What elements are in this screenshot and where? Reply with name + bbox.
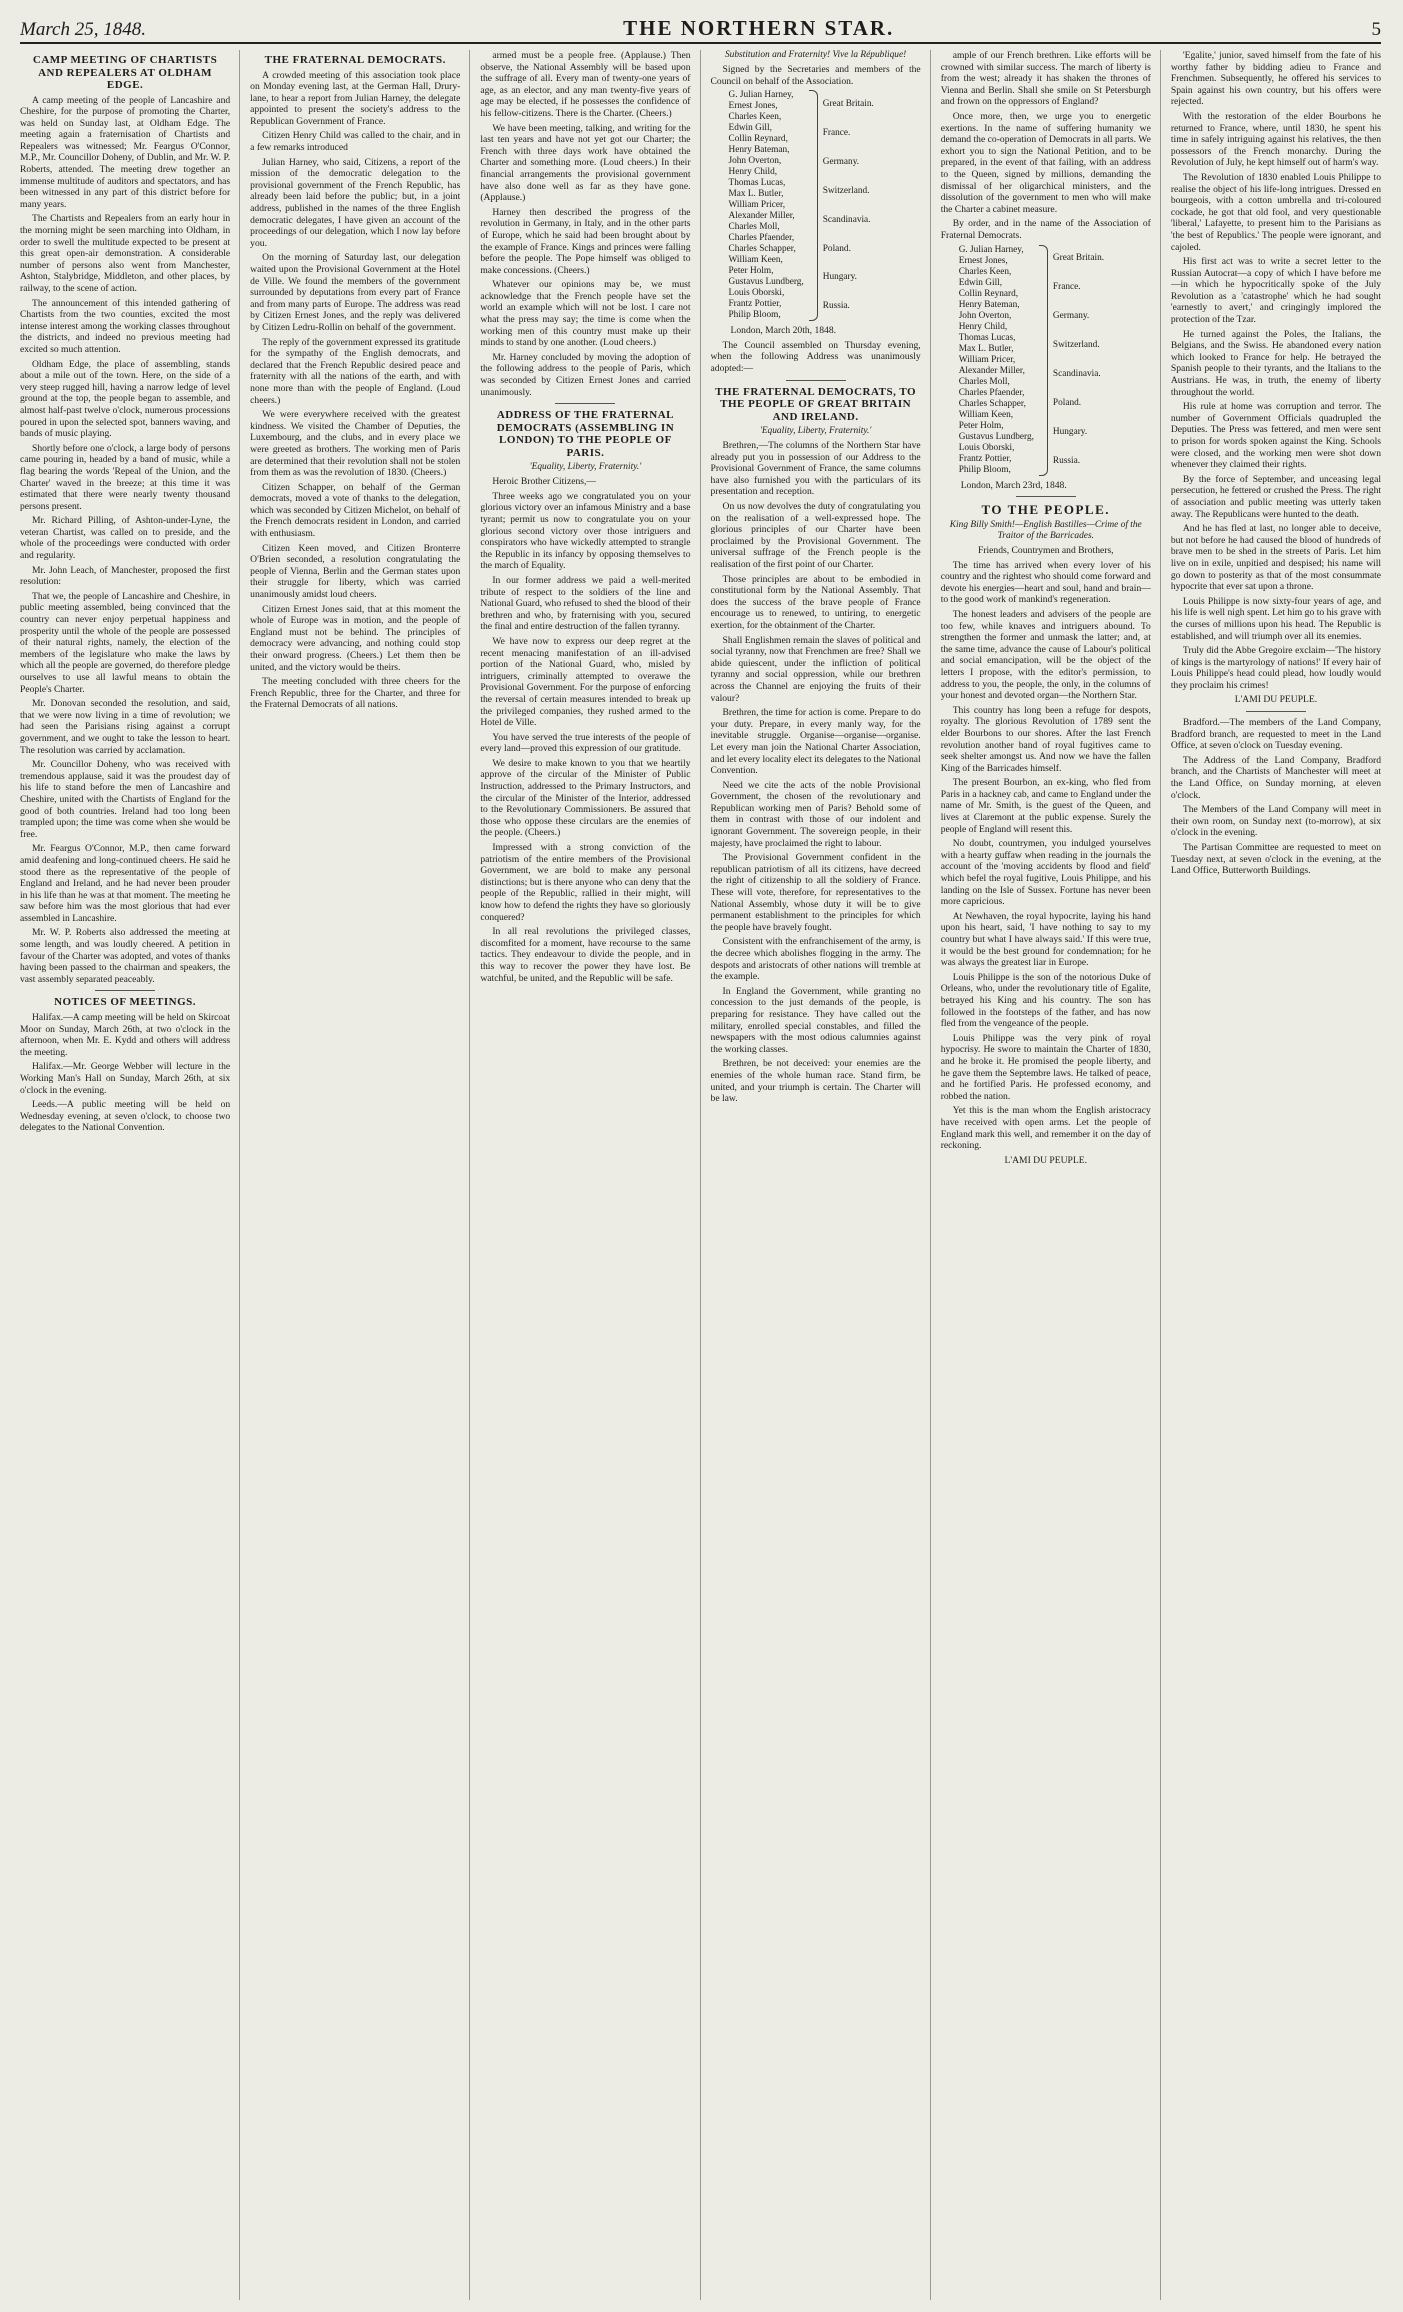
column-4 (711, 50, 931, 2300)
list-entry: G. Julian Harney, (728, 90, 794, 101)
list-entry: Collin Reynard, (728, 134, 788, 145)
paragraph: Julian Harney, who said, Citizens, a report of the mission of the democratic delegation to the provisional government of the French Republic, has already been laid before the public; but, in a joint address, published in the names of the three English democratic delegates, I have given an account of the proceedings of our delegation, which I now lay before you. (250, 156, 461, 249)
signature: L'AMI DU PEUPLE. (1234, 694, 1318, 706)
list-entry: Charles Moll, (728, 222, 780, 233)
paragraph: No doubt, countrymen, you indulged yourselves with a hearty guffaw when reading in the journals the account of the 'moving accidents by flood and field' which befel the royal fugitive, Louis Philippe, and his landing on the Isle of Sussex. Fortune has never been more capricious. (940, 838, 1151, 908)
paragraph: The Provisional Government confident in the republican patriotism of all its citizens, have decreed the right of citizenship to all the soldiery of France. These will vote, therefore, for representatives to the National Assembly, whose duty it will be to give permanent establishment to the principles for which the people have bravely fought. (710, 852, 921, 933)
paragraph: Shortly before one o'clock, a large body of persons came pouring in, headed by a band of music, while a flag bearing the words 'Repeal of the Union, and the Charter' waved in the breeze; at this time it was estimated that there were nearly twenty thousand persons present. (20, 442, 231, 512)
section-heading: NOTICES OF MEETINGS. (54, 996, 197, 1009)
paragraph: We have been meeting, talking, and writing for the last ten years and have not yet got our Charter; the French with three days work have obtained the Charter and something more. (Loud cheers.) In their financial arrangements the provisional government have also done well as far as they have gone. (Applause.) (480, 122, 691, 204)
notice: The Members of the Land Company will meet in their own room, on Sunday next (to-morrow), at six o'clock in the evening. (1170, 804, 1381, 839)
paragraph: By the force of September, and unceasing legal persecution, he fettered or crushed the Press. The right of association and public meeting was utterly taken away. The Republicans were hunted to the death. (1170, 473, 1381, 520)
list-entry: Thomas Lucas, (958, 332, 1016, 343)
paragraph: A camp meeting of the people of Lancashire and Cheshire, for the purpose of promoting the Charter, was held on Sunday last, at Oldham Edge. The meeting again a fraternisation of Chartists and Repealers was witnessed; Mr. Feargus O'Connor, M.P., Mr. Councillor Doheny, of Dublin, and Mr. W. P. Roberts, attended. The meeting drew together an immense multitude of auditors and spectators, and has been witnessed in any part of this district before for many years. (20, 94, 231, 210)
notice: Leeds.—A public meeting will be held on Wednesday evening, at seven o'clock, to choose two delegates to the National Convention. (20, 1099, 231, 1134)
signatory-nations (1053, 245, 1104, 476)
list-entry: William Pricer, (958, 354, 1016, 365)
article-heading: CAMP MEETING OF CHARTISTS AND REPEALERS AT OLDHAM EDGE. (32, 54, 218, 91)
list-entry: Philip Bloom, (728, 310, 781, 321)
paragraph: Signed by the Secretaries and members of the Council on behalf of the Association. (710, 64, 921, 87)
paragraph: In England the Government, while granting no concession to the just demands of the people, is preparing for resistance. They have called out the military, enrolled special constables, and filled the newspapers with the most odious calumnies against the working classes. (710, 985, 921, 1055)
issue-date: March 25, 1848. (20, 19, 146, 40)
list-entry: Henry Bateman, (728, 145, 790, 156)
list-entry: John Overton, (958, 310, 1012, 321)
paragraph: And he has fled at last, no longer able to deceive, but not before he had caused the blood of hundreds of brave men to be shed in the streets of Paris. Let him live on in exile, unpitied and despised; his name will go down to posterity as that of the most consummate hypocrite that ever sat upon a throne. (1170, 523, 1381, 593)
paragraph: Mr. Richard Pilling, of Ashton-under-Lyne, the veteran Chartist, was called on to preside, and the whole of the proceedings were conducted with order and regularity. (20, 515, 231, 562)
list-entry: G. Julian Harney, (958, 244, 1024, 255)
list-entry: Charles Pfaender, (958, 387, 1025, 398)
text-columns (20, 50, 1381, 2300)
paragraph: The Chartists and Repealers from an early hour in the morning might be seen marching into Oldham, in order to swell the multitude expected to be present at this great open-air demonstration. A considerable number of persons also went from Manchester, Ashton, Stalybridge, Middleton, and other places, by railway, to the scene of action. (20, 213, 231, 294)
list-entry: Ernest Jones, (728, 101, 778, 112)
dateline: London, March 20th, 1848. (730, 325, 837, 337)
paragraph: His rule at home was corruption and terror. The number of Government Officials quadrupled the Deputies. The Press was fettered, and men were sent to prison for words spoken against the King. Schools were closed, and the working men were shot down whenever they claimed their rights. (1170, 401, 1381, 471)
list-entry: Great Britain. (1052, 253, 1105, 264)
list-entry: Gustavus Lundberg, (728, 277, 804, 288)
paragraph: Truly did the Abbe Gregoire exclaim—'The history of kings is the martyrology of nations!' If every hair of Louis Philippe's head could plead, how loudly would they proclaim his crimes! (1170, 645, 1381, 691)
list-entry: Charles Schapper, (958, 398, 1026, 409)
list-entry: Peter Holm, (958, 420, 1004, 431)
paragraph: Impressed with a strong conviction of the patriotism of the entire members of the Provisional Government, we are bold to make any personal distinctions; but is there anyone who can deny that the people of the Republic, rallied in their might, will know how to defend the rights they have so gloriously conquered? (480, 842, 691, 923)
list-entry: Alexander Miller, (728, 211, 795, 222)
paragraph: Louis Philippe is the son of the notorious Duke of Orleans, who, under the revolutionary title of Egalite, betrayed his King and his country. The son has followed in the footsteps of the father, and has now fled from the vengeance of the people. (940, 971, 1151, 1030)
paragraph: Need we cite the acts of the noble Provisional Government, the chosen of the revolutionary and Republican working men of Paris? Behold some of them in contrast with those of our indolent and ignorant Government. The sovereign people, in their majesty, have proclaimed the right to labour. (710, 779, 921, 849)
paragraph: Brethren,—The columns of the Northern Star have already put you in possession of our Address to the Provisional Government of France, the same columns have also furnished you with the particulars of its presentation and reception. (710, 440, 921, 498)
motto: 'Equality, Liberty, Fraternity.' (759, 426, 872, 437)
paragraph: The honest leaders and advisers of the people are too few, while knaves and intriguers abound. To strengthen the former and unmask the latter; and, at the same time, advance the cause of Labour's political and social emancipation, will be the object of the letters I propose, with the editor's permission, to address to you, the people, the only, in the columns of your honest and devoted organ—the Northern Star. (940, 608, 1151, 702)
list-entry: Poland. (822, 243, 851, 254)
list-entry: Henry Bateman, (958, 299, 1020, 310)
list-entry: Henry Child, (728, 167, 778, 178)
list-entry: Hungary. (822, 272, 858, 283)
list-entry: Charles Moll, (958, 376, 1010, 387)
divider (555, 403, 615, 404)
notice: The Partisan Committee are requested to meet on Tuesday next, at seven o'clock in the evening, at the Land Office, Butterworth Buildings. (1170, 841, 1381, 877)
article-heading: TO THE PEOPLE. (981, 502, 1111, 518)
list-entry: William Keen, (958, 409, 1014, 420)
list-entry: Henry Child, (958, 321, 1008, 332)
list-entry: Max L. Butler, (728, 189, 784, 200)
list-entry: Charles Schapper, (728, 244, 796, 255)
list-entry: Gustavus Lundberg, (958, 431, 1034, 442)
notice: Bradford.—The members of the Land Company, Bradford branch, are requested to meet in the Land Office, at seven o'clock on Tuesday evening. (1170, 716, 1381, 752)
list-entry: Alexander Miller, (958, 365, 1025, 376)
list-entry: Scandinavia. (1052, 368, 1101, 379)
paragraph: We were everywhere received with the greatest kindness. We visited the Chamber of Deputies, the Luxembourg, and the clubs, and in every place we were greeted as brothers. The working men of Paris are determined that their revolution shall not be stolen from them as was the revolution of 1830. (Cheers.) (250, 409, 461, 479)
list-entry: Max L. Butler, (958, 343, 1014, 354)
list-entry: Charles Keen, (958, 266, 1012, 277)
paragraph: Mr. Harney concluded by moving the adoption of the following address to the people of Paris, which was seconded by Citizen Ernest Jones and carried unanimously. (480, 351, 691, 398)
list-entry: Switzerland. (822, 185, 870, 196)
paragraph: armed must be a people free. (Applause.) Then observe, the National Assembly will be based upon the suffrage of all. Every man of twenty-one years of age, as an elector, and any man twenty-five years of age may be elected, if he possesses the confidence of his fellow-citizens. There is the Charter. (Cheers.) (480, 50, 691, 119)
list-entry: Great Britain. (822, 99, 874, 110)
paragraph: The reply of the government expressed its gratitude for the sympathy of the English democrats, and declared that the French Republic desired peace and fraternity with all the nations of the earth, and with none more than with the people of England. (Loud cheers.) (250, 336, 461, 406)
list-entry: Russia. (822, 301, 850, 312)
paragraph: You have served the true interests of the people of every land—proved this expression of our gratitude. (480, 731, 691, 755)
paragraph: The present Bourbon, an ex-king, who fled from Paris in a hackney cab, and came to England under the name of Mr. Smith, is the guest of the Queen, and lives at Claremont at the public expense. Surely the people of England will resent this. (940, 777, 1151, 835)
list-entry: Hungary. (1052, 426, 1088, 437)
column-3 (480, 50, 700, 2300)
column-2 (250, 50, 470, 2300)
paragraph: Citizen Henry Child was called to the chair, and in a few remarks introduced (250, 130, 461, 154)
list-entry: Peter Holm, (728, 266, 774, 277)
paragraph: With the restoration of the elder Bourbons he returned to France, where, until 1830, he spent his time in safely intriguing against his relatives, the then possessors of the French monarchy. During the Revolution of July, he kept himself out of harm's way. (1170, 110, 1381, 169)
article-heading: THE FRATERNAL DEMOCRATS, TO THE PEOPLE OF GREAT BRITAIN AND IRELAND. (715, 385, 917, 423)
list-entry: Louis Oborski, (728, 288, 785, 299)
list-entry: Switzerland. (1052, 340, 1100, 351)
salutation: Friends, Countrymen and Brothers, (977, 545, 1114, 557)
motto: Substitution and Fraternity! Vive la République! (724, 50, 907, 60)
list-entry: Germany. (822, 156, 860, 167)
signatories (959, 245, 1151, 476)
paragraph: Mr. Donovan seconded the resolution, and said, that we were now living in a time of revolution; we had seen the Parisians rising against a corrupt government, and we ought to take the lesson to heart. The resolution was carried by acclamation. (20, 698, 231, 756)
paragraph: The meeting concluded with three cheers for the French Republic, three for the Charter, and three for the Fraternal Democrats of all nations. (250, 676, 461, 711)
signature: L'AMI DU PEUPLE. (1004, 1154, 1088, 1166)
paragraph: Louis Philippe is now sixty-four years of age, and his life is well nigh spent. Let him go to his grave with the curses of millions upon his head. The Republic is established, and will triumph over all its enemies. (1170, 595, 1381, 642)
list-entry: Poland. (1052, 397, 1082, 408)
paragraph: The time has arrived when every lover of his country and the rightest who should come forward and devote his energies—heart and soul, hand and brain—to the good work of mankind's regeneration. (940, 559, 1151, 606)
paragraph: The Council assembled on Thursday evening, when the following Address was unanimously adopted:— (710, 339, 921, 374)
paragraph: This country has long been a refuge for despots, royalty. The glorious Revolution of 1789 sent the elder Bourbons to our shores. After the last French revolution another band of royal fugitives came to seek shelter amongst us. And now we have the fallen King of the Barricades himself. (940, 704, 1151, 774)
list-entry: William Keen, (728, 255, 783, 266)
list-entry: Collin Reynard, (958, 288, 1019, 299)
paragraph: Citizen Ernest Jones said, that at this moment the whole of Europe was in motion, and the people of England must not be behind. The principles of democracy were advancing, and nothing could stop their onward progress. (Cheers.) Let them then be united, and the victory would be theirs. (250, 603, 461, 673)
paragraph: Citizen Schapper, on behalf of the German democrats, moved a vote of thanks to the delegation, which was seconded by Citizen Michelot, on behalf of the French democrats resident in London, and carried with enthusiasm. (250, 481, 461, 540)
paragraph: Oldham Edge, the place of assembling, stands about a mile out of the town. Here, on the side of a very steep rugged hill, having a narrow ledge of level ground at the top, the people began to assemble, and almost half-past twelve o'clock, numerous processions poured in upon the selected spot, banners waving, and bands of music playing. (20, 358, 231, 440)
paragraph: Those principles are about to be embodied in constitutional form by the National Assembly. That does the success of the brave people of France encourage us to renewed, to untiring, to energetic exertion, for the obtainment of the Charter. (710, 573, 921, 631)
paragraph: Harney then described the progress of the revolution in Germany, in Italy, and in the other parts of Europe, which he said had been brought about by the example of France. Kings and princes were falling before the people. The Pope himself was obliged to make concessions. (Cheers.) (480, 206, 691, 276)
paragraph: The announcement of this intended gathering of Chartists from the two counties, excited the most intense interest among the working classes throughout the districts, and indeed no previous meeting had excited so much attention. (20, 297, 231, 355)
column-6 (1171, 50, 1381, 2300)
paragraph: Whatever our opinions may be, we must acknowledge that the French people have set the world an example which will not be lost. I care not what the press may say; the time is come when the working men of this country must make up their minds to stand by one another. (Loud cheers.) (480, 279, 691, 349)
paragraph: On us now devolves the duty of congratulating you on the realisation of a well-expressed hope. The glorious principles of our Charter have been proclaimed by the Provisional Government. The universal suffrage of the French people is the realisation of the first point of our Charter. (710, 501, 921, 570)
list-entry: France. (1052, 282, 1081, 293)
page-number: 5 (1371, 19, 1381, 40)
paragraph: By order, and in the name of the Association of Fraternal Democrats. (940, 218, 1151, 241)
list-entry: Philip Bloom, (958, 464, 1011, 475)
brace (809, 90, 818, 321)
paragraph: Mr. John Leach, of Manchester, proposed the first resolution: (20, 564, 231, 588)
paragraph: Brethren, be not deceived: your enemies are the enemies of the whole human race. Stand firm, be united, and your triumph is certain. The Charter will be law. (710, 1058, 921, 1105)
paragraph: At Newhaven, the royal hypocrite, laying his hand upon his heart, said, 'I have nothing to say to my country but what I have always said.' If this were true, it would be the best ground for condemnation; for he was always the greatest liar in Europe. (940, 910, 1151, 969)
paragraph: Yet this is the man whom the English aristocracy have received with open arms. Let the people of England mark this well, and remember it on the day of reckoning. (940, 1105, 1151, 1152)
divider (786, 380, 846, 381)
signatory-names (729, 90, 804, 321)
column-1 (20, 50, 240, 2300)
list-entry: Russia. (1052, 455, 1081, 466)
list-entry: Scandinavia. (822, 214, 871, 225)
notice: The Address of the Land Company, Bradford branch, and the Chartists of Manchester will meet at the Land Office, on Sunday morning, at eleven o'clock. (1170, 754, 1381, 801)
paragraph: Louis Philippe was the very pink of royal hypocrisy. He swore to maintain the Charter of 1830, and he broke it. He promised the people liberty, and he gave them the Septembre laws. He talked of peace, and he fortified Paris. He professed economy, and robbed the nation. (940, 1032, 1151, 1102)
salutation: Heroic Brother Citizens,— (492, 476, 596, 488)
paragraph: That we, the people of Lancashire and Cheshire, in public meeting assembled, being convinced that the country can never enjoy perpetual happiness and prosperity until the whole of the people are possessed of their natural rights, namely, the election of the members of the legislature who make the laws by which all the people are governed, do therefore pledge ourselves to use all lawful means to obtain the People's Charter. (20, 590, 231, 695)
newspaper-title: THE NORTHERN STAR. (623, 16, 895, 40)
list-entry: Charles Pfaender, (728, 233, 795, 244)
paragraph: ample of our French brethren. Like efforts will be crowned with similar success. The march of liberty is from the west; already it has shaken the thrones of Vienna and Berlin. Shall she smile on St Petersburgh and frown on the oppressors of England? (940, 50, 1151, 108)
paragraph: On the morning of Saturday last, our delegation waited upon the Provisional Government at the Hotel de Ville. We found the members of the government surrounded by deputations from every part of France and from many parts of Europe. The address was read by Citizen Ernest Jones, and the reply was delivered by Citizen Ledru-Rollin on behalf of the government. (250, 252, 461, 333)
list-entry: John Overton, (728, 156, 782, 167)
article-heading: THE FRATERNAL DEMOCRATS. (264, 54, 446, 66)
paragraph: Mr. Feargus O'Connor, M.P., then came forward amid deafening and long-continued cheers. He said he stood there as the representative of the people of England and Ireland, and he had never been prouder in his life than he was at that moment. The meeting he saw before him was the most glorious that had ever assembled in Lancashire. (20, 843, 231, 924)
notice: Halifax.—Mr. George Webber will lecture in the Working Man's Hall on Sunday, March 26th, at six o'clock in the evening. (20, 1061, 231, 1096)
paragraph: Consistent with the enfranchisement of the army, is the decree which abolishes flogging in the army. The despots and aristocrats of other nations will tremble at the example. (710, 936, 921, 983)
paragraph: Mr. W. P. Roberts also addressed the meeting at some length, and was loudly cheered. A petition in favour of the Charter was adopted, and votes of thanks having been passed to the chairman and speakers, the vast assembly separated peaceably. (20, 927, 231, 985)
list-entry: Edwin Gill, (728, 123, 772, 134)
list-entry: France. (822, 128, 851, 138)
paragraph: Brethren, the time for action is come. Prepare to do your duty. Prepare, in every manly way, for the inevitable struggle. Organise—organise—organise. Let every man join the National Charter Association, and let every locality elect its delegates to the National Convention. (710, 707, 921, 777)
list-entry: Frantz Pottier, (728, 299, 782, 310)
paragraph: The Revolution of 1830 enabled Louis Philippe to realise the object of his life-long intrigues. Dressed en bourgeois, with a cotton umbrella and tri-coloured cockade, he got that old fool, and very questionable 'liberal,' Lafayette, to present him to the Parisians as 'the best of Republics.' The people were ignorant, and cajoled. (1170, 171, 1381, 253)
article-heading: ADDRESS OF THE FRATERNAL DEMOCRATS (ASSEMBLING IN LONDON) TO THE PEOPLE OF PARIS. (496, 409, 675, 459)
list-entry: Germany. (1052, 311, 1090, 322)
masthead (20, 16, 1381, 44)
list-entry: Thomas Lucas, (728, 178, 786, 189)
list-entry: Charles Keen, (728, 112, 782, 123)
notice: Halifax.—A camp meeting will be held on Skircoat Moor on Sunday, March 26th, at two o'clock in the afternoon, when Mr. E. Kydd and others will address the meeting. (20, 1011, 231, 1058)
list-entry: Ernest Jones, (958, 255, 1008, 266)
paragraph: Mr. Councillor Doheny, who was received with tremendous applause, said it was the proudest day of his life to stand before the men of Lancashire and Cheshire, united with the Chartists of England for the good of both countries. Ireland had too long been trampled upon; the time was come when she would be free. (20, 759, 231, 840)
signatory-nations (823, 90, 874, 321)
paragraph: In our former address we paid a well-merited tribute of respect to the soldiers of the line and National Guard, who refused to shed the blood of their brethren and who, by fraternising with you, secured the final and entire destruction of the fallen tyranny. (480, 574, 691, 633)
list-entry: William Pricer, (728, 200, 786, 211)
list-entry: Edwin Gill, (958, 277, 1003, 288)
signatory-names (959, 245, 1034, 476)
divider (95, 990, 155, 991)
signatories (729, 90, 921, 321)
paragraph: A crowded meeting of this association took place on Monday evening last, at the German Hall, Drury-lane, to hear a report from Julian Harney, the delegate appointed to present the society's address to the Republican Government of France. (250, 69, 461, 127)
divider (1016, 496, 1076, 497)
dateline: London, March 23rd, 1848. (960, 479, 1067, 491)
list-entry: Frantz Pottier, (958, 453, 1012, 464)
paragraph: In all real revolutions the privileged classes, discomfited for a moment, have recourse to the same tactics. They endeavour to divide the people, and in this way to recover the power they have lost. Be watchful, be united, and the Republic will be safe. (480, 926, 691, 984)
column-5 (941, 50, 1161, 2300)
divider (1246, 711, 1306, 712)
paragraph: Once more, then, we urge you to energetic exertions. In the name of suffering humanity we demand the co-operation of Democrats in all parts. We exhort you to sign the National Petition, and to be prepared, in the event of that failing, with an address to the Queen, signed by millions, demanding the dismissal of her oligarchical ministers, and the dissolution of the government to men who will make the Charter a cabinet measure. (940, 110, 1151, 215)
list-entry: Louis Oborski, (958, 442, 1015, 453)
paragraph: We have now to express our deep regret at the recent menacing manifestation of an ill-advised portion of the National Guard, who, misled by intriguers, criminally attempted to overawe the Provisional Government. For the purpose of enforcing the reversal of certain measures intended to break up the privileged companies, they rushed armed to the Hotel de Ville. (480, 635, 691, 729)
paragraph: Citizen Keen moved, and Citizen Bronterre O'Brien seconded, a resolution congratulating the people of Vienna, Berlin and the German states upon their struggle for liberty, which was carried unanimously amidst loud cheers. (250, 542, 461, 601)
paragraph: We desire to make known to you that we heartily approve of the circular of the Minister of Public Instruction, addressed to the Primary Instructors, and the circular of the Minister of the Interior, addressed to the Revolutionary Commissioners. Be assured that those who oppose these circulars are the enemies of the people. (Cheers.) (480, 757, 691, 839)
motto: 'Equality, Liberty, Fraternity.' (529, 462, 642, 473)
brace (1039, 245, 1048, 476)
paragraph: Shall Englishmen remain the slaves of political and social tyranny, now that Frenchmen are free? Shall we abide quiescent, under the infliction of political tyranny and social oppression, while our brethren across the Channel are enjoying the fruits of their valour? (710, 634, 921, 704)
subheading: King Billy Smith!—English Bastilles—Crime of the Traitor of the Barricades. (949, 520, 1142, 542)
paragraph: 'Egalite,' junior, saved himself from the fate of his worthy father by bidding adieu to France and Frenchmen. Subsequently, he offered his services to Spain against his own country, but his offers were rejected. (1170, 50, 1381, 108)
paragraph: Three weeks ago we congratulated you on your glorious victory over an infamous Ministry and a base tyrant; permit us now to congratulate you on your glorious second victory over those intriguers and conspirators who have wickedly attempted to strangle the Republic in its infancy by opposing themselves to the march of Equality. (480, 490, 691, 572)
paragraph: His first act was to write a secret letter to the Russian Autocrat—a copy of which I have before me—in which he hypocritically spoke of the July Revolution as a 'catastrophe' which he had sought 'earnestly to avert,' and cringingly implored the protection of the Tzar. (1170, 256, 1381, 326)
paragraph: He turned against the Poles, the Italians, the Belgians, and the Swiss. He abandoned every nation which looked to France for help. He betrayed the Spanish people to their tyrants, and the Italians to the Austrians. He was, in truth, the enemy of liberty throughout the world. (1170, 328, 1381, 398)
